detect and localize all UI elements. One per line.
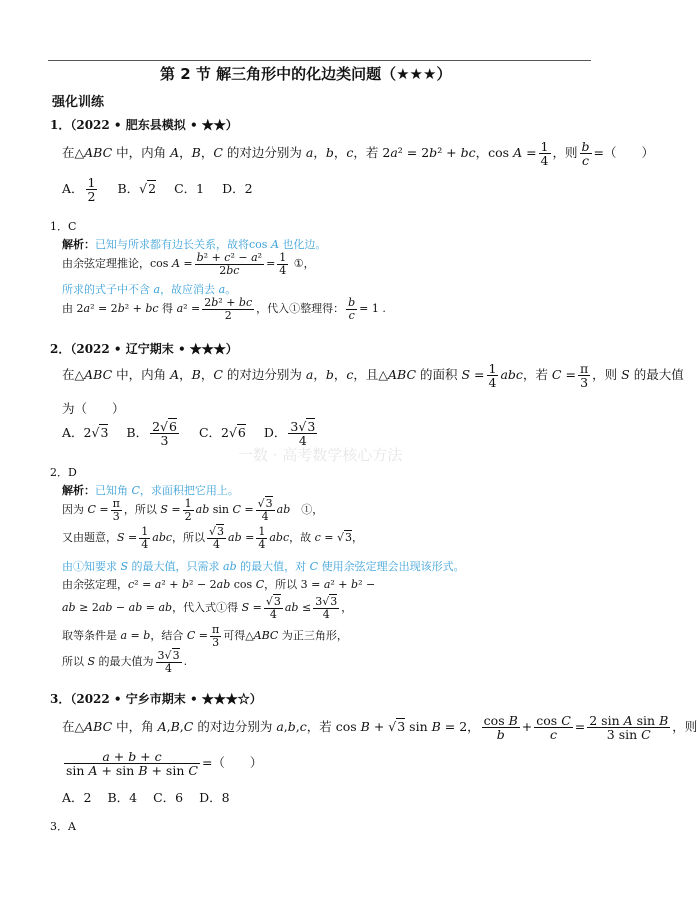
q2-solution-line4: 由①知要求 S 的最大值，只需求 ab 的最大值，对 C 使用余弦定理会出现该形式。 [62,560,465,573]
q2-answer: 2．D [50,466,77,479]
q2-option-b: B． $\frac{2√6}{3}$ [126,419,177,449]
q2-solution-line1: 解析：已知角 C，求面积把它用上。 [62,484,239,497]
q1-option-b: B．√2 [117,181,157,197]
q1-option-c: C．1 [174,181,205,197]
section-heading: 强化训练 [52,95,105,110]
q3-options [62,788,230,806]
q1-options [62,176,253,203]
q3-stem-line1: 在△ABC 中，角 A,B,C 的对边分别为 a,b,c，若 cos B + √3 sin B = 2， $\frac{\text{cos B}}{b}$ + $\frac{\text{cos C}}{c}$ = $\frac{\text{2 sin A sin B}}{\text{3 sin C}}$ ，则 [62,713,697,743]
page-title: 第 2 节 解三角形中的化边类问题（★★★） [160,65,452,83]
header-rule [48,60,591,61]
q2-stem-line1: 在△ABC 中，内角 A，B，C 的对边分别为 a，b，c，且△ABC 的面积 S = $\frac{1}{4}$ abc，若 C = $\frac{\pi}{3}$ ，则 S 的最大值 [62,361,684,391]
q1-option-d: D．2 [222,181,253,197]
q1-option-a: A． $\frac{1}{2}$ [62,175,96,205]
q1-header: 1．（2022 • 肥东县模拟 • ★★） [50,118,238,132]
q2-option-d: D． $\frac{3√3}{4}$ [263,419,316,449]
q3-option-c: C．6 [153,790,184,805]
q2-solution-line2: 因为 C = $\frac{\pi}{3}$ ，所以 S = $\frac{1}{2}$ ab sin C = $\frac{√3}{4}$ ab ①， [62,497,324,523]
q1-stem: 在△ABC 中，内角 A，B，C 的对边分别为 a，b，c，若 2a² = 2b² + bc，cos A = $\frac{1}{4}$ ，则 $\frac{b}{c}$ =（ ） [62,139,655,169]
watermark: 一数 · 高考数学核心方法 [238,446,403,464]
q2-solution-line7: 取等条件是 a = b，结合 C = $\frac{\pi}{3}$ 可得△ABC 为正三角形， [62,623,348,649]
q3-option-a: A．2 [62,790,92,805]
q3-option-b: B．4 [107,790,138,805]
q2-header: 2．（2022 • 辽宁期末 • ★★★） [50,342,238,356]
q1-answer: 1．C [50,220,77,233]
q2-option-c: C．2√6 [198,425,246,441]
q3-header: 3．（2022 • 宁乡市期末 • ★★★☆） [50,692,262,706]
q1-solution-line3: 所求的式子中不含 a，故应消去 a。 [62,283,237,296]
q2-solution-line6: ab ≥ 2ab − ab = ab，代入式①得 S = $\frac{√3}{4}$ ab ≤ $\frac{3√3}{4}$ ， [62,595,353,621]
q2-stem-line2: 为（ ） [62,401,125,416]
q3-stem-line2: $\frac{a + b + c}{\text{sin A + sin B + sin C}}$ =（ ） [66,749,263,779]
q2-solution-line3: 又由题意，S = $\frac{1}{4}$ abc，所以 $\frac{√3}{4}$ ab = $\frac{1}{4}$ abc，故 c = √3， [62,525,364,551]
q1-solution-line2: 由余弦定理推论，cos A = $\frac{\text{b² + c² − a²}}{2bc}$ = $\frac{1}{4}$ ①， [62,251,315,277]
q2-solution-line5: 由余弦定理，c² = a² + b² − 2ab cos C，所以 3 = a² + b² − [62,578,376,591]
q1-solution-line4: 由 2a² = 2b² + bc 得 a² = $\frac{\text{2b² + bc}}{2}$ ，代入①整理得： $\frac{b}{c}$ = 1 . [62,296,386,322]
q3-option-d: D．8 [199,790,230,805]
q2-solution-line8: 所以 S 的最大值为 $\frac{3√3}{4}$ . [62,649,188,675]
q2-option-a: A．2√3 [62,425,109,441]
q1-solution-line1: 解析：已知与所求都有边长关系，故将cos A 也化边。 [62,238,327,251]
q3-answer: 3．A [50,820,76,833]
